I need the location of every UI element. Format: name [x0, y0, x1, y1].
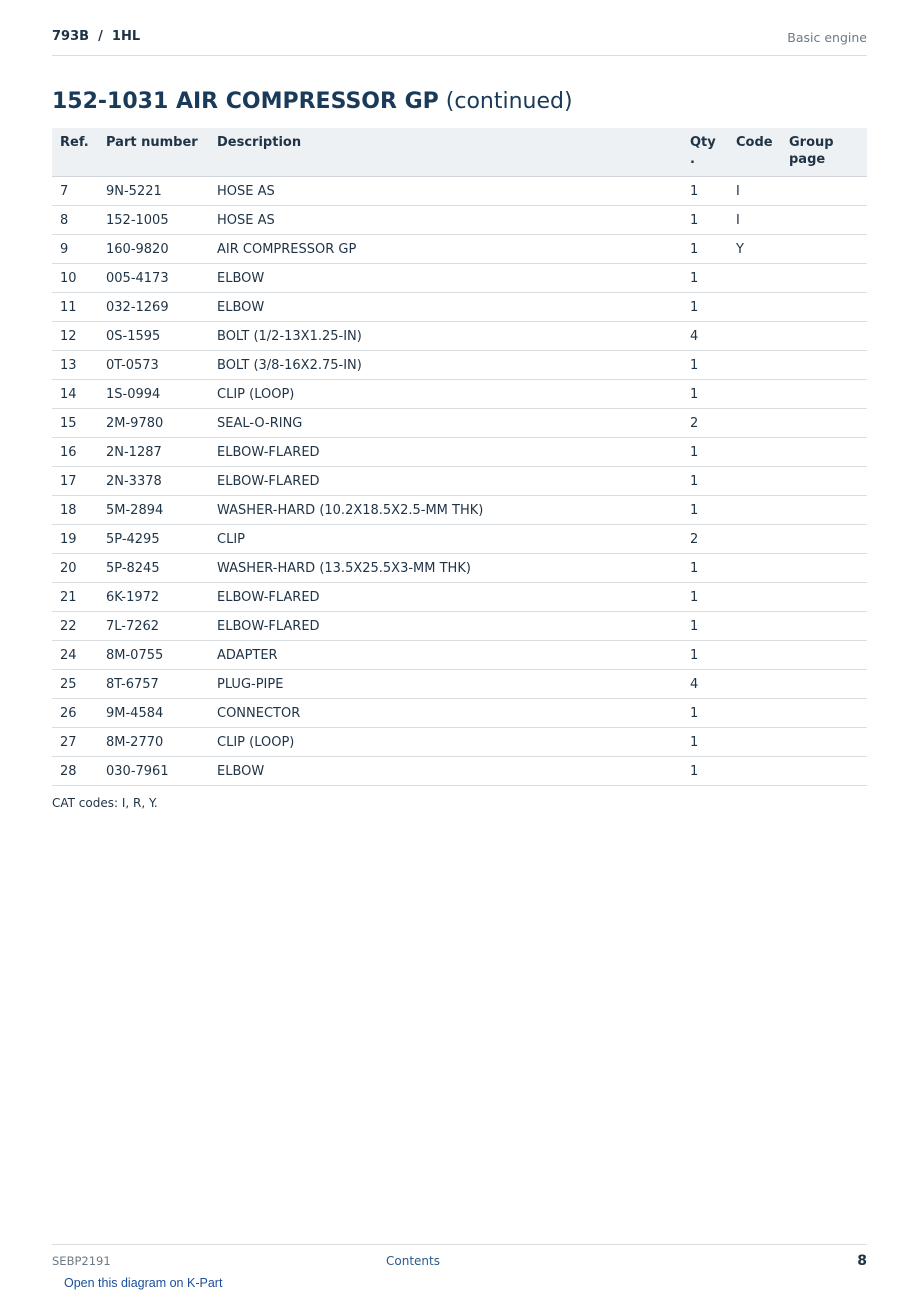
header-description: Description: [209, 128, 682, 177]
cell-qty: 1: [682, 496, 728, 525]
header-qty: [682, 128, 728, 177]
cell-ref: 7: [52, 177, 98, 206]
header-ref: Ref.: [52, 128, 98, 177]
cell-code: [728, 699, 781, 728]
cell-code: I: [728, 206, 781, 235]
cell-qty: 1: [682, 612, 728, 641]
cell-code: [728, 264, 781, 293]
table-row: [52, 293, 867, 322]
table-row: [52, 206, 867, 235]
cell-part-number: 2N-3378: [98, 467, 209, 496]
table-header-row: [52, 128, 867, 177]
cell-group-page: [781, 293, 867, 322]
cell-ref: 14: [52, 380, 98, 409]
cell-code: [728, 496, 781, 525]
table-row: [52, 525, 867, 554]
cell-qty: 1: [682, 293, 728, 322]
cell-code: [728, 554, 781, 583]
cell-part-number: 2N-1287: [98, 438, 209, 467]
cell-ref: 16: [52, 438, 98, 467]
cell-qty: 4: [682, 670, 728, 699]
cell-ref: 17: [52, 467, 98, 496]
cell-ref: 10: [52, 264, 98, 293]
cell-ref: 18: [52, 496, 98, 525]
cell-code: [728, 670, 781, 699]
cell-code: [728, 641, 781, 670]
cell-qty: 1: [682, 641, 728, 670]
cell-part-number: 160-9820: [98, 235, 209, 264]
table-row: [52, 380, 867, 409]
cell-qty: 1: [682, 757, 728, 786]
cell-part-number: 8M-0755: [98, 641, 209, 670]
table-row: [52, 177, 867, 206]
parts-table: [52, 128, 867, 786]
cell-code: [728, 380, 781, 409]
table-row: [52, 351, 867, 380]
table-row: [52, 496, 867, 525]
cell-description: ELBOW-FLARED: [209, 583, 682, 612]
cell-code: [728, 409, 781, 438]
cell-part-number: 7L-7262: [98, 612, 209, 641]
cell-part-number: 0T-0573: [98, 351, 209, 380]
cell-ref: 11: [52, 293, 98, 322]
table-row: [52, 438, 867, 467]
table-row: [52, 235, 867, 264]
table-row: [52, 641, 867, 670]
cell-code: [728, 728, 781, 757]
cell-qty: 1: [682, 728, 728, 757]
cell-part-number: 5P-8245: [98, 554, 209, 583]
header-part-number: Part number: [98, 128, 209, 177]
cell-ref: 27: [52, 728, 98, 757]
cell-qty: 1: [682, 380, 728, 409]
table-row: [52, 554, 867, 583]
cell-group-page: [781, 496, 867, 525]
page-footer: [52, 1244, 867, 1275]
table-row: [52, 322, 867, 351]
cell-code: [728, 525, 781, 554]
cell-ref: 21: [52, 583, 98, 612]
parts-table-body: [52, 177, 867, 786]
cell-description: ELBOW: [209, 293, 682, 322]
header-qty-line2: .: [690, 152, 695, 167]
table-row: [52, 264, 867, 293]
cell-qty: 1: [682, 264, 728, 293]
table-row: [52, 467, 867, 496]
table-row: [52, 699, 867, 728]
cell-description: ELBOW-FLARED: [209, 612, 682, 641]
cell-ref: 12: [52, 322, 98, 351]
cell-part-number: 8T-6757: [98, 670, 209, 699]
cell-part-number: 9M-4584: [98, 699, 209, 728]
table-row: [52, 409, 867, 438]
cell-part-number: 030-7961: [98, 757, 209, 786]
cell-part-number: 032-1269: [98, 293, 209, 322]
cell-description: CLIP (LOOP): [209, 380, 682, 409]
cell-description: SEAL-O-RING: [209, 409, 682, 438]
cell-group-page: [781, 641, 867, 670]
section-label: Basic engine: [787, 30, 867, 45]
cell-group-page: [781, 525, 867, 554]
cell-qty: 2: [682, 409, 728, 438]
cell-ref: 19: [52, 525, 98, 554]
cell-group-page: [781, 728, 867, 757]
header-group-page: [781, 128, 867, 177]
table-row: [52, 757, 867, 786]
cat-codes-note: CAT codes: I, R, Y.: [52, 796, 158, 810]
cell-qty: 1: [682, 583, 728, 612]
title-continued: (continued): [445, 89, 573, 114]
cell-code: [728, 438, 781, 467]
cell-description: BOLT (1/2-13X1.25-IN): [209, 322, 682, 351]
cell-group-page: [781, 438, 867, 467]
cell-qty: 1: [682, 467, 728, 496]
cell-description: BOLT (3/8-16X2.75-IN): [209, 351, 682, 380]
cell-group-page: [781, 583, 867, 612]
cell-code: I: [728, 177, 781, 206]
cell-code: [728, 757, 781, 786]
cell-part-number: 005-4173: [98, 264, 209, 293]
cell-ref: 28: [52, 757, 98, 786]
cell-part-number: 5M-2894: [98, 496, 209, 525]
model-label: 793B / 1HL: [52, 29, 141, 44]
cell-description: ELBOW: [209, 264, 682, 293]
table-row: [52, 612, 867, 641]
cell-group-page: [781, 351, 867, 380]
cell-code: [728, 322, 781, 351]
cell-description: ELBOW: [209, 757, 682, 786]
cell-qty: 1: [682, 699, 728, 728]
cell-description: WASHER-HARD (13.5X25.5X3-MM THK): [209, 554, 682, 583]
cell-code: [728, 612, 781, 641]
cell-part-number: 9N-5221: [98, 177, 209, 206]
cell-description: HOSE AS: [209, 177, 682, 206]
cell-qty: 1: [682, 235, 728, 264]
cell-ref: 9: [52, 235, 98, 264]
cell-code: [728, 351, 781, 380]
cell-description: ELBOW-FLARED: [209, 438, 682, 467]
cell-qty: 1: [682, 206, 728, 235]
cell-part-number: 152-1005: [98, 206, 209, 235]
header-group-line1: Group: [789, 135, 834, 150]
cell-description: CONNECTOR: [209, 699, 682, 728]
cell-part-number: 0S-1595: [98, 322, 209, 351]
contents-link[interactable]: Contents: [386, 1254, 440, 1268]
cell-code: [728, 583, 781, 612]
cell-group-page: [781, 612, 867, 641]
cell-group-page: [781, 699, 867, 728]
cell-group-page: [781, 757, 867, 786]
cell-qty: 1: [682, 554, 728, 583]
group-title: 152-1031 AIR COMPRESSOR GP: [52, 89, 439, 114]
open-kpart-link[interactable]: Open this diagram on K-Part: [64, 1276, 223, 1290]
page-title: [52, 89, 573, 114]
page-number: 8: [857, 1253, 867, 1269]
cell-group-page: [781, 467, 867, 496]
cell-group-page: [781, 554, 867, 583]
cell-description: WASHER-HARD (10.2X18.5X2.5-MM THK): [209, 496, 682, 525]
header-group-line2: page: [789, 152, 826, 167]
table-row: [52, 670, 867, 699]
cell-part-number: 6K-1972: [98, 583, 209, 612]
cell-code: Y: [728, 235, 781, 264]
cell-code: [728, 467, 781, 496]
cell-ref: 13: [52, 351, 98, 380]
cell-ref: 15: [52, 409, 98, 438]
cell-qty: 2: [682, 525, 728, 554]
cell-description: PLUG-PIPE: [209, 670, 682, 699]
cell-ref: 8: [52, 206, 98, 235]
cell-ref: 22: [52, 612, 98, 641]
cell-description: AIR COMPRESSOR GP: [209, 235, 682, 264]
header-qty-line1: Qty: [690, 135, 716, 150]
cell-description: ELBOW-FLARED: [209, 467, 682, 496]
table-row: [52, 728, 867, 757]
table-row: [52, 583, 867, 612]
cell-group-page: [781, 380, 867, 409]
cell-group-page: [781, 670, 867, 699]
cell-qty: 1: [682, 438, 728, 467]
cell-code: [728, 293, 781, 322]
document-id: SEBP2191: [52, 1254, 111, 1268]
cell-description: CLIP: [209, 525, 682, 554]
cell-part-number: 8M-2770: [98, 728, 209, 757]
cell-qty: 1: [682, 177, 728, 206]
cell-ref: 24: [52, 641, 98, 670]
cell-part-number: 5P-4295: [98, 525, 209, 554]
cell-ref: 20: [52, 554, 98, 583]
cell-group-page: [781, 409, 867, 438]
cell-qty: 1: [682, 351, 728, 380]
cell-qty: 4: [682, 322, 728, 351]
cell-ref: 26: [52, 699, 98, 728]
cell-description: HOSE AS: [209, 206, 682, 235]
cell-part-number: 2M-9780: [98, 409, 209, 438]
page-header: [52, 29, 867, 56]
cell-description: ADAPTER: [209, 641, 682, 670]
cell-part-number: 1S-0994: [98, 380, 209, 409]
cell-description: CLIP (LOOP): [209, 728, 682, 757]
cell-group-page: [781, 264, 867, 293]
cell-group-page: [781, 177, 867, 206]
cell-ref: 25: [52, 670, 98, 699]
header-code: Code: [728, 128, 781, 177]
cell-group-page: [781, 235, 867, 264]
cell-group-page: [781, 322, 867, 351]
cell-group-page: [781, 206, 867, 235]
